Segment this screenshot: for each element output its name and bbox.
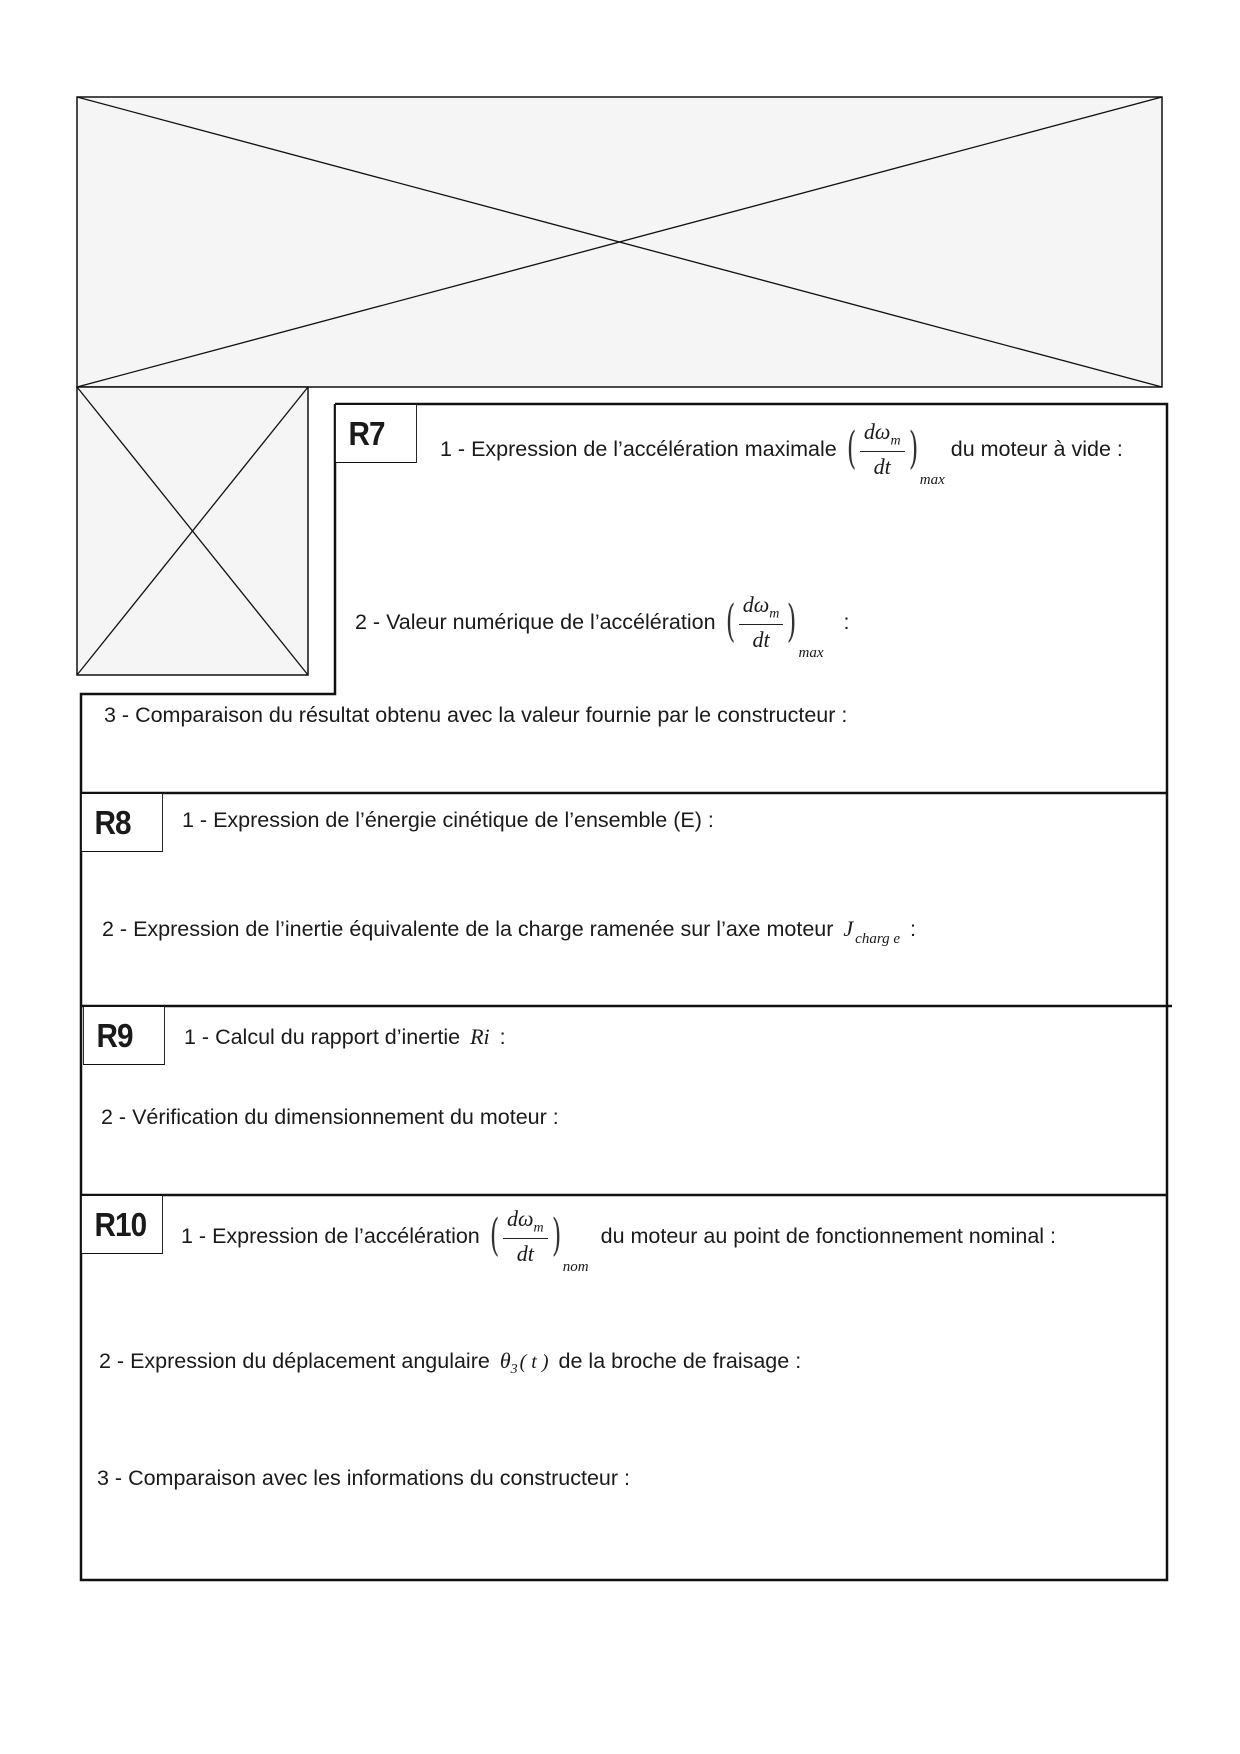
side-image-placeholder (77, 387, 308, 675)
r8-q2-text-after: : (910, 916, 917, 941)
r10-question-2 (99, 1344, 801, 1378)
section-tag-r9: R9 (83, 1006, 165, 1065)
r10-q2-text-after: de la broche de fraisage : (558, 1348, 802, 1373)
r7-question-1 (440, 412, 1123, 489)
r10-question-1 (181, 1199, 1056, 1276)
section-tag-r8: R8 (81, 793, 163, 852)
r8-q2-text: 2 - Expression de l’inertie équivalente de la charge ramenée sur l’axe moteur (102, 916, 834, 941)
r8-question-2 (102, 912, 916, 946)
r7-q2-formula: ( $\frac{d\omega_m}{dt}$ ) max (725, 591, 824, 662)
r9-question-2: 2 - Vérification du dimensionnement du moteur : (101, 1104, 559, 1129)
r8-question-1: 1 - Expression de l’énergie cinétique de l’ensemble (E) : (182, 807, 714, 832)
r10-q1-text: 1 - Expression de l’accélération (181, 1223, 480, 1248)
r10-q2-text: 2 - Expression du déplacement angulaire (99, 1348, 490, 1373)
r7-q1-text: 1 - Expression de l’accélération maximale (440, 436, 837, 461)
r7-q1-text-after: du moteur à vide : (950, 436, 1123, 461)
r7-q1-formula: ( $\frac{d\omega_m}{dt}$ ) max (846, 418, 945, 489)
r10-question-3: 3 - Comparaison avec les informations du constructeur : (97, 1465, 630, 1490)
r10-q2-formula: θ 3 ( t ) (499, 1348, 549, 1377)
r7-q2-text: 2 - Valeur numérique de l’accélération (355, 609, 716, 634)
section-tag-r10: R10 (81, 1195, 163, 1254)
r9-q1-text: 1 - Calcul du rapport d’inertie (184, 1024, 461, 1049)
r8-q2-formula: J charg e (843, 916, 901, 947)
r7-question-2 (355, 585, 850, 662)
r7-question-3: 3 - Comparaison du résultat obtenu avec la valeur fournie par le constructeur : (104, 702, 848, 727)
r9-q1-text-after: : (499, 1024, 506, 1049)
r9-q1-symbol: Ri (470, 1024, 490, 1049)
section-tag-r7: R7 (335, 404, 417, 463)
top-image-placeholder (77, 97, 1162, 387)
r10-q1-text-after: du moteur au point de fonctionnement nominal : (600, 1223, 1056, 1248)
r9-question-1 (184, 1021, 506, 1053)
r10-q1-formula: ( $\frac{d\omega_m}{dt}$ ) nom (489, 1205, 589, 1276)
r7-q2-text-after: : (843, 609, 850, 634)
